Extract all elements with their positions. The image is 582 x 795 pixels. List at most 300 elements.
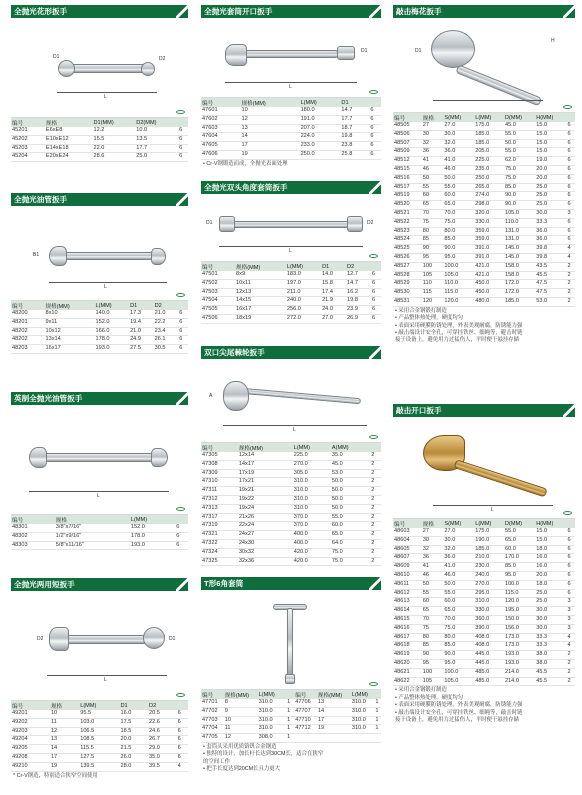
brand-logo-icon (176, 293, 185, 297)
table-cell: 131.0 (504, 236, 519, 243)
table-cell: 48525 (394, 245, 410, 252)
table-cell: 100.0 (444, 668, 459, 675)
table-cell: 48201 (12, 318, 28, 325)
table-cell: 15.0 (536, 536, 548, 543)
table-cell: 1 (375, 707, 379, 714)
table-cell: 14 (50, 745, 58, 752)
table-row (11, 327, 188, 336)
table-cell: 370.0 (293, 513, 308, 520)
dim-label-l: L (491, 507, 494, 513)
table-cell: 47706 (295, 699, 311, 705)
table-body (11, 524, 188, 550)
table-cell: 6 (372, 306, 376, 313)
table-cell: 100 (422, 668, 433, 675)
socket-head (337, 46, 355, 60)
table-row (201, 124, 381, 133)
table-cell: 48520 (394, 201, 410, 208)
table-cell: 30.0 (536, 209, 548, 216)
table-cell: 65.0 (504, 536, 516, 543)
table-cell: 193.0 (130, 541, 145, 548)
col-header: 编号 (202, 445, 214, 452)
section-title: 全抛光油管扳手 (11, 193, 188, 206)
table-cell: 47701 (202, 699, 218, 705)
table-cell: 6 (567, 201, 571, 208)
table-cell: 48614 (394, 607, 410, 614)
table-cell: 105 (422, 677, 433, 684)
col-header: 规格(MM) (45, 303, 70, 310)
table-cell: 12 (224, 734, 231, 741)
table-cell: 193.0 (504, 651, 519, 658)
table-cell: 26.7 (149, 736, 160, 743)
table-cell: 48203 (12, 345, 28, 352)
table-row (201, 452, 381, 460)
table-row (201, 288, 381, 297)
table-cell: 47313 (202, 504, 218, 511)
col-header: H(MM) (536, 520, 554, 527)
table-cell: 47506 (202, 314, 218, 321)
dim-label-d2: D2 (367, 220, 374, 226)
col-header: A(MM) (331, 444, 349, 451)
table-row (201, 150, 381, 159)
table-cell: 21x26 (238, 513, 255, 520)
table-cell: 45202 (12, 135, 28, 142)
table-cell: 158.0 (504, 262, 519, 269)
table-cell: 17.5 (120, 718, 132, 725)
table-cell: 190.0 (475, 536, 490, 543)
table-cell: 1 (375, 699, 379, 705)
table-cell: 25.0 (536, 598, 548, 605)
section-title: 全抛光双头角度套筒扳手 (201, 181, 381, 194)
table-cell: 50.0 (331, 504, 343, 511)
table-cell: 49202 (12, 718, 28, 725)
table-cell: 39.8 (536, 245, 548, 252)
wrench-image (63, 635, 153, 644)
table-cell: 50.0 (504, 139, 516, 146)
table-cell: 6 (179, 310, 183, 316)
table-cell: 39.8 (536, 253, 548, 260)
dimension-line (433, 505, 553, 506)
table-cell: 48517 (394, 183, 410, 190)
table-row (11, 524, 188, 532)
dim-label-b1: B1 (33, 252, 40, 258)
table-cell: 16.0 (536, 563, 548, 570)
table-cell: 47602 (202, 115, 218, 122)
table-cell: 185.0 (475, 545, 490, 552)
table-cell: 49208 (12, 753, 28, 760)
table-cell: 2 (371, 504, 375, 511)
note-line: • 把手长度达到20CM长且力更大 (203, 766, 281, 773)
table-cell: 60.0 (444, 598, 456, 605)
note-line: • 表面采用硬膜防锈处理，外表美观耐腐，防锈能力强 (395, 702, 523, 709)
dimension-line (49, 282, 167, 283)
table-cell: 47322 (202, 539, 218, 546)
table-cell: 80 (422, 633, 430, 640)
table-cell: 310.0 (475, 598, 490, 605)
table-cell: 20.0 (536, 165, 548, 172)
table-cell: 36.0 (536, 227, 548, 234)
table-cell: 19 (241, 150, 248, 157)
table-cell: 80 (422, 227, 430, 234)
table-cell: 10 (241, 107, 248, 113)
table-cell: 41 (422, 563, 430, 570)
table-cell: 2 (567, 262, 571, 269)
table-row (11, 736, 188, 745)
table-cell: 21.5 (120, 745, 132, 752)
table-cell: 156.0 (504, 624, 519, 631)
table-cell: 8x10 (45, 310, 58, 316)
table-cell: 24.6 (149, 727, 160, 734)
table-cell: 115.5 (80, 745, 94, 752)
table-cell: 6 (372, 288, 376, 295)
table-row (11, 144, 188, 153)
table-cell: 2 (567, 668, 571, 675)
table-cell: 308.0 (258, 734, 273, 741)
section-title: 英制全抛光油管扳手 (11, 392, 188, 405)
table-cell: 2 (567, 659, 571, 666)
table-cell: E6xE8 (45, 127, 63, 133)
col-header: D2 (347, 263, 355, 270)
table-cell: 115.0 (504, 589, 519, 596)
table-cell: 55.0 (331, 513, 343, 520)
table-cell: 14.7 (341, 107, 353, 113)
table-cell: 224.0 (300, 133, 315, 140)
ring-wrench-illustration (393, 18, 575, 113)
table-cell: 1 (287, 699, 291, 705)
table-cell: 9 (224, 707, 228, 714)
table-cell: 80.0 (444, 227, 456, 234)
dim-label-l: L (289, 248, 292, 254)
table-row (393, 668, 575, 677)
wrench-head-right (151, 448, 168, 467)
section-ratchet-wrench (201, 346, 381, 564)
table-cell: 105.0 (444, 271, 459, 278)
table-cell: 240.0 (475, 571, 490, 578)
table-cell: 6 (567, 218, 571, 225)
dim-label-l: L (104, 677, 107, 683)
table-cell: 23.4 (154, 327, 166, 334)
dimension-line (57, 92, 157, 93)
ratchet-illustration (201, 359, 381, 443)
table-cell: 19.0 (536, 157, 548, 164)
table-cell: 55.0 (504, 528, 516, 534)
section-double-socket-wrench (201, 181, 381, 333)
table-cell: 6 (370, 107, 374, 113)
table-cell: 400.0 (293, 531, 308, 538)
table-cell: 48506 (394, 130, 410, 137)
table-row (11, 745, 188, 754)
table-cell: 18.7 (341, 124, 353, 131)
table-row (201, 469, 381, 478)
spec-table (11, 701, 188, 772)
table-cell: 178.0 (95, 336, 110, 343)
col-header: 编号 (202, 100, 214, 107)
table-row (201, 487, 381, 496)
table-cell: 27 (422, 528, 430, 534)
table-cell: 105.0 (444, 677, 459, 684)
note-line: 接于设备上，避免用力过猛伤人，平时便于悬挂存储 (395, 716, 519, 723)
table-cell: 4 (567, 253, 571, 260)
table-cell: 17x21 (238, 478, 255, 485)
table-row (393, 563, 575, 572)
col-header: D1 (341, 99, 349, 106)
table-cell: 13.5 (136, 135, 148, 142)
table-cell: 6 (176, 524, 180, 530)
table-cell: 6 (567, 227, 571, 234)
section-flower-wrench (11, 5, 188, 181)
table-row (393, 253, 575, 262)
table-cell: 70 (422, 209, 430, 216)
table-cell: 6 (567, 192, 571, 199)
note-line: • 采用合金钢锻打制造 (395, 687, 447, 694)
table-cell: 47309 (202, 469, 218, 476)
table-row (11, 718, 188, 727)
brand-logo-icon (369, 682, 378, 686)
table-row (201, 734, 381, 743)
table-cell: 26.9 (347, 314, 358, 321)
wrench-image (231, 221, 349, 228)
table-cell: 70.0 (444, 615, 456, 622)
table-cell: 36.0 (444, 554, 456, 561)
table-cell: 197.0 (286, 279, 301, 286)
table-cell: 30.5 (154, 345, 166, 352)
table-row (11, 532, 188, 541)
col-header (178, 118, 188, 127)
table-cell: 2 (567, 677, 571, 684)
table-row (393, 148, 575, 157)
table-cell: 85 (422, 642, 430, 649)
table-cell: 183.0 (286, 271, 301, 277)
table-cell: 20.0 (120, 736, 132, 743)
table-cell: 47.5 (536, 289, 548, 296)
table-cell: 39.5 (149, 762, 160, 769)
table-cell: 90 (422, 245, 430, 252)
table-cell: 5/8"x11/16" (55, 541, 84, 548)
table-cell: 55.0 (504, 130, 516, 137)
table-cell: 47501 (202, 271, 218, 277)
table-cell: 47325 (202, 557, 218, 564)
table-cell: 48609 (394, 563, 410, 570)
table-cell: 46 (422, 571, 430, 578)
col-header: 编号 (12, 703, 24, 710)
col-header: 编号 (202, 264, 214, 271)
table-cell: 13 (317, 699, 325, 705)
table-cell: 14x17 (238, 460, 255, 467)
section-notes (393, 686, 575, 725)
table-row (393, 677, 575, 686)
table-cell: 90.0 (504, 192, 516, 199)
table-cell (374, 734, 381, 743)
table-row (393, 659, 575, 668)
table-cell: 6 (177, 753, 181, 760)
table-cell: 240.0 (286, 297, 301, 304)
table-row (393, 227, 575, 236)
table-cell: 110.0 (444, 280, 459, 287)
table-cell: 48202 (12, 327, 28, 334)
wrench-open-end (49, 627, 69, 651)
table-cell: 85.0 (444, 642, 456, 649)
col-header: 编号 (394, 521, 406, 528)
table-cell: 150.0 (504, 615, 519, 622)
col-header: D2 (149, 702, 157, 709)
col-header: S(MM) (444, 114, 462, 121)
dimension-line (219, 246, 363, 247)
table-cell: 6 (179, 153, 183, 160)
table-cell: 60.0 (331, 522, 343, 529)
table-body (201, 107, 381, 159)
table-cell: 485.0 (475, 677, 490, 684)
table-cell: 1 (375, 716, 379, 723)
table-cell: 15.8 (322, 279, 333, 286)
table-cell: 6 (567, 563, 571, 570)
table-cell: 75 (422, 218, 430, 225)
wrench-head-left (49, 246, 67, 266)
section-title: 双口尖尾棘轮扳手 (201, 346, 381, 359)
table-cell: 2 (371, 469, 375, 476)
col-header: 规格(MM) (238, 445, 264, 452)
table-cell: 305.0 (293, 469, 308, 476)
table-row (201, 707, 381, 716)
brand-logo-icon (176, 507, 185, 511)
table-cell: 180.0 (300, 107, 315, 113)
table-cell: 19x24 (238, 504, 255, 511)
table-cell: 32.0 (444, 545, 456, 552)
table-cell: 6 (567, 589, 571, 596)
table-cell: 140.0 (95, 310, 110, 316)
table-cell: 2 (371, 513, 375, 520)
t-handle-shaft (287, 608, 293, 676)
double-socket-illustration (201, 194, 381, 262)
table-cell: 421.0 (475, 262, 490, 269)
table-cell: 48202 (12, 336, 28, 343)
table-cell: 6 (176, 532, 180, 539)
table-row (201, 133, 381, 142)
table-cell: 48531 (394, 297, 410, 304)
table-cell: 145.0 (504, 253, 519, 260)
section-title: 全抛光两用短扳手 (11, 578, 188, 591)
table-cell: 55.0 (444, 183, 456, 190)
table-row (393, 651, 575, 660)
table-cell: 75.0 (331, 557, 343, 564)
table-cell: 48301 (12, 524, 28, 530)
table-row (393, 192, 575, 201)
col-header: 规格(MM) (236, 264, 261, 271)
table-cell: 1 (287, 734, 291, 741)
table-cell: 30.0 (444, 130, 456, 137)
wrench-open-end (225, 44, 247, 66)
table-cell: 105 (422, 271, 433, 278)
table-cell: 48512 (394, 157, 410, 164)
table-cell: 17x19 (238, 469, 255, 476)
table-cell: 46.0 (444, 571, 456, 578)
table-row (393, 271, 575, 280)
note-line: • 采用合金钢锻打制造 (395, 307, 447, 314)
table-cell: 105.0 (504, 209, 519, 216)
table-cell: 158.0 (504, 271, 519, 278)
table-cell: 90.0 (504, 201, 516, 208)
table-cell: 36.0 (536, 236, 548, 243)
table-row (393, 624, 575, 633)
table-cell: 1 (287, 725, 291, 732)
table-row (201, 297, 381, 306)
table-cell: 310.0 (293, 495, 308, 502)
table-cell: 3 (567, 209, 571, 216)
wrench-head-right (151, 248, 166, 265)
table-cell: 95.0 (444, 253, 456, 260)
dim-label-d1: D1 (415, 48, 422, 54)
table-body (201, 271, 381, 323)
table-row (201, 279, 381, 288)
table-row (393, 209, 575, 218)
table-cell: 1 (375, 725, 379, 732)
dim-label-d1: D1 (53, 54, 60, 60)
table-cell (294, 734, 317, 743)
col-header (177, 701, 188, 710)
table-cell: 33.3 (536, 633, 548, 640)
note-line: • 敲击端设计安全孔，可穿挂铁丝、细绳等，敲击时链 (395, 709, 523, 716)
dim-label-l: L (104, 94, 107, 100)
table-cell: 48620 (394, 659, 410, 666)
table-cell: 24.0 (322, 306, 333, 313)
table-cell: 175.0 (475, 528, 490, 534)
table-cell: 310.0 (351, 699, 366, 705)
table-cell: 25.8 (341, 150, 353, 157)
table-cell: 2 (371, 452, 375, 458)
table-row (11, 762, 188, 771)
table-cell: 2 (371, 539, 375, 546)
table-cell: 172.0 (504, 280, 519, 287)
table-cell: 131.0 (504, 227, 519, 234)
table-row (393, 174, 575, 183)
wrench-image (454, 459, 548, 497)
table-cell: 48507 (394, 139, 410, 146)
table-cell: 47702 (202, 707, 218, 714)
table-row (11, 345, 188, 354)
table-cell: 2 (371, 478, 375, 485)
col-header: 编号 (295, 692, 307, 699)
table-row (201, 115, 381, 124)
brand-logo-icon (176, 110, 185, 114)
table-cell: 47604 (202, 133, 218, 140)
table-cell: 48611 (394, 580, 410, 587)
table-cell: 30.0 (536, 624, 548, 631)
table-cell: 6 (567, 545, 571, 552)
table-cell: 330.0 (475, 218, 490, 225)
table-cell: 19.8 (347, 297, 358, 304)
table-cell: 48529 (394, 280, 410, 287)
table-cell: 62.0 (504, 157, 516, 164)
table-cell: 41.0 (444, 157, 456, 164)
inch-wrench-illustration (11, 405, 188, 515)
table-cell: 211.0 (286, 288, 301, 295)
table-cell: E20xE24 (45, 153, 69, 160)
spec-table (393, 113, 575, 307)
col-header: D2(MM) (136, 119, 157, 126)
table-row (201, 557, 381, 566)
col-header: L(MM) (293, 444, 310, 451)
section-title: T形6角套筒 (201, 577, 381, 590)
table-row (393, 280, 575, 289)
table-cell: 43.5 (536, 262, 548, 269)
table-cell: 50.0 (444, 580, 456, 587)
table-body (11, 710, 188, 771)
table-cell: 2 (371, 548, 375, 555)
table-cell: 390.0 (475, 624, 490, 631)
table-cell: 32.0 (444, 139, 456, 146)
section-title: 敲击梅花扳手 (393, 5, 575, 18)
table-row (201, 531, 381, 540)
table-cell: 19 (317, 725, 325, 732)
table-cell: 272.0 (286, 314, 301, 321)
